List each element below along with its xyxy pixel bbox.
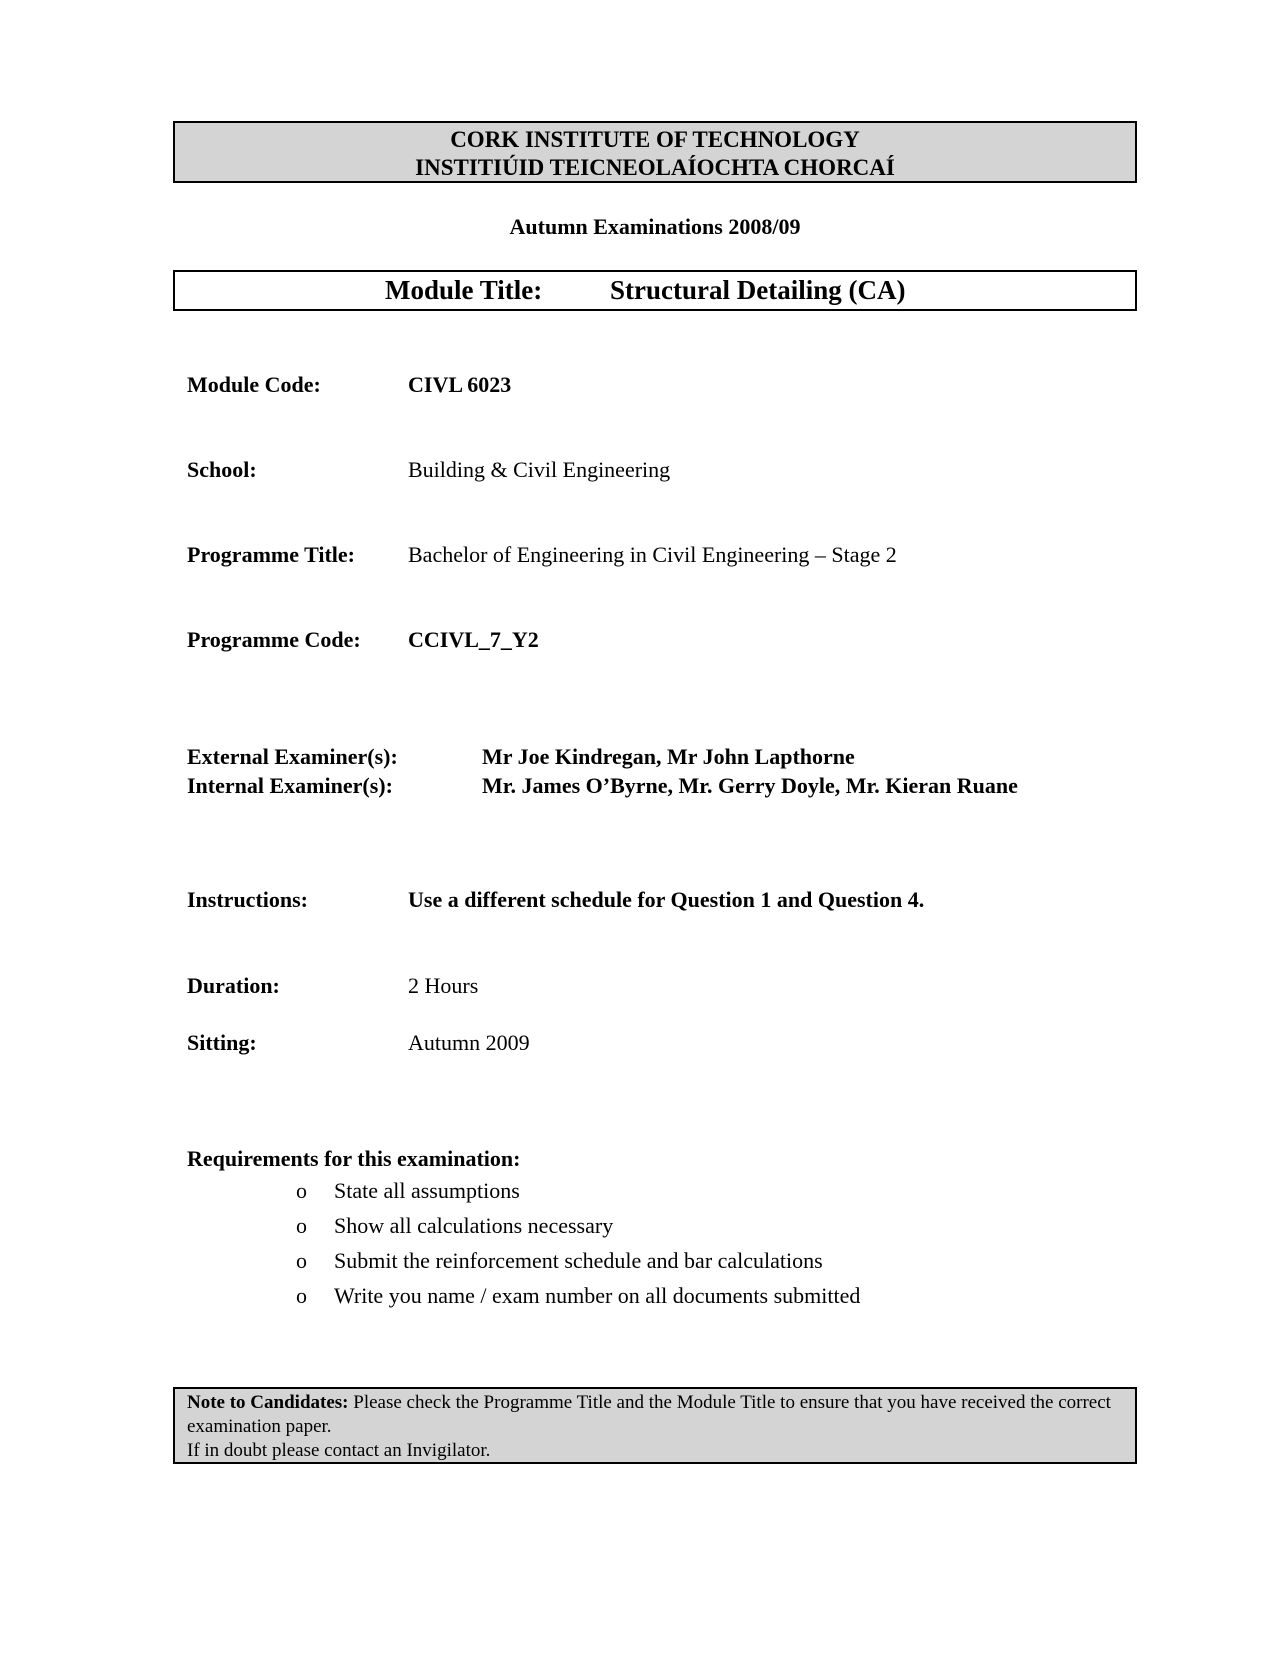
module-code-label: Module Code: [187, 372, 321, 397]
institution-header [173, 121, 1137, 183]
programme-title-value: Bachelor of Engineering in Civil Engineering – Stage 2 [408, 542, 897, 567]
instructions-label: Instructions: [187, 887, 309, 912]
module-title-label: Module Title: [385, 275, 543, 305]
external-examiners-label: External Examiner(s): [187, 744, 398, 769]
note-to-candidates [173, 1387, 1137, 1464]
institution-name-english: CORK INSTITUTE OF TECHNOLOGY [450, 127, 860, 152]
internal-examiners-value: Mr. James O’Byrne, Mr. Gerry Doyle, Mr. Kieran Ruane [482, 773, 1018, 798]
bullet-icon: o [296, 1213, 307, 1238]
requirements-title: Requirements for this examination: [187, 1146, 521, 1171]
bullet-icon: o [296, 1178, 307, 1203]
note-text-invigilator: If in doubt please contact an Invigilator. [187, 1440, 491, 1461]
programme-code-label: Programme Code: [187, 627, 361, 652]
requirement-text: Write you name / exam number on all documents submitted [334, 1283, 861, 1308]
instructions-value: Use a different schedule for Question 1 and Question 4. [408, 887, 925, 912]
sitting-label: Sitting: [187, 1030, 257, 1055]
note-text: Please check the Programme Title and the Module Title to ensure that you have received the correct examination paper. [187, 1392, 1111, 1437]
institution-name-irish: INSTITIÚID TEICNEOLAÍOCHTA CHORCAÍ [415, 155, 895, 180]
duration-label: Duration: [187, 973, 280, 998]
exam-session: Autumn Examinations 2008/09 [509, 214, 801, 239]
module-title-box [173, 270, 1137, 311]
bullet-icon: o [296, 1248, 307, 1273]
duration-value: 2 Hours [408, 973, 479, 998]
internal-examiners-label: Internal Examiner(s): [187, 773, 393, 798]
programme-title-label: Programme Title: [187, 542, 356, 567]
external-examiners-value: Mr Joe Kindregan, Mr John Lapthorne [482, 744, 855, 769]
programme-code-value: CCIVL_7_Y2 [408, 627, 539, 652]
requirement-text: Show all calculations necessary [334, 1213, 614, 1238]
school-label: School: [187, 457, 257, 482]
bullet-icon: o [296, 1283, 307, 1308]
note-label: Note to Candidates: [187, 1392, 349, 1413]
requirement-text: State all assumptions [334, 1178, 520, 1203]
module-code-value: CIVL 6023 [408, 372, 512, 397]
module-title-value: Structural Detailing (CA) [610, 275, 906, 305]
sitting-value: Autumn 2009 [408, 1030, 530, 1055]
requirement-text: Submit the reinforcement schedule and bar calculations [334, 1248, 823, 1273]
school-value: Building & Civil Engineering [408, 457, 671, 482]
